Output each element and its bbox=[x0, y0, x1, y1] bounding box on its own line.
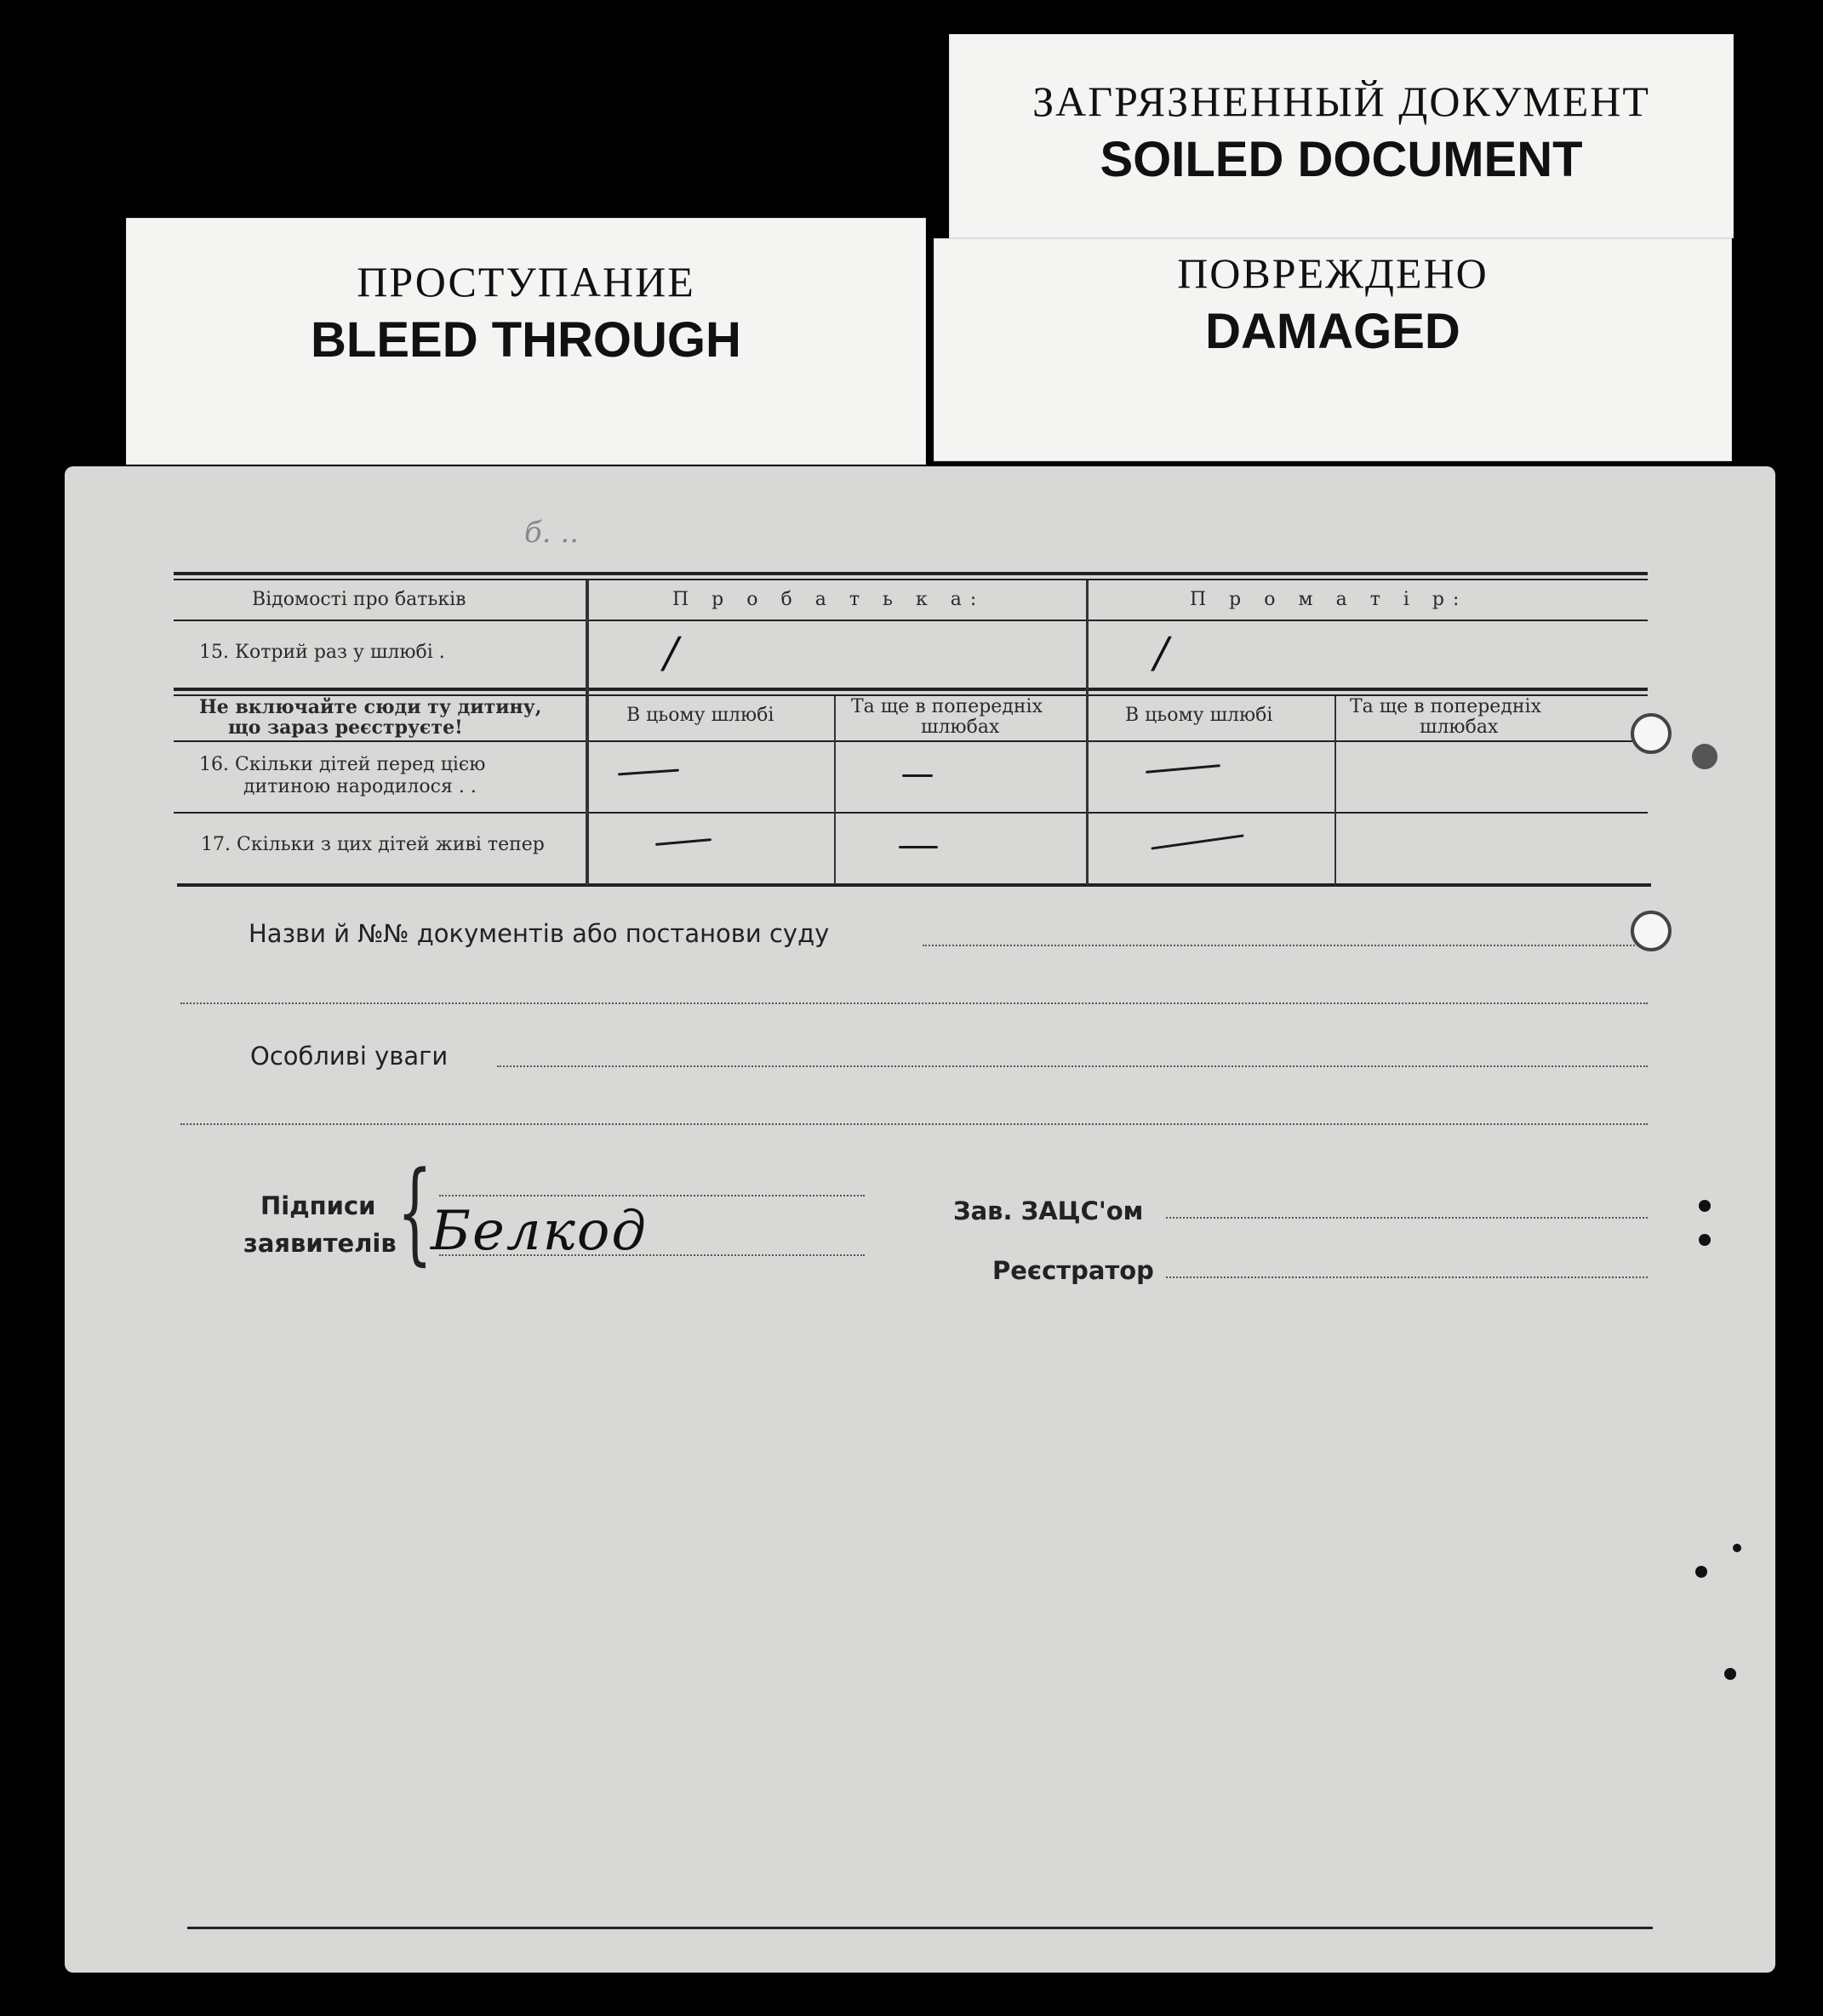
head-label: Зав. ЗАЦС'ом bbox=[953, 1196, 1144, 1225]
row15-mother-value: / bbox=[1154, 628, 1169, 677]
father-previous-2: шлюбах bbox=[921, 717, 1000, 738]
row17-mother-this-dash bbox=[1151, 834, 1243, 849]
table-bottom-rule bbox=[177, 883, 1651, 887]
documents-label: Назви й №№ документів або постанови суду bbox=[249, 919, 830, 948]
father-previous-1: Та ще в попередніх bbox=[851, 696, 1043, 717]
damage-spot-4 bbox=[1695, 1566, 1707, 1578]
bleed-en: BLEED THROUGH bbox=[311, 312, 741, 368]
damaged-flag bbox=[934, 238, 1732, 461]
header-about-father: П р о б а т ь к а: bbox=[672, 589, 986, 610]
subheader-note-1: Не включайте сюди ту дитину, bbox=[199, 696, 542, 718]
documents-line-1[interactable] bbox=[923, 945, 1648, 946]
signature-line-1[interactable] bbox=[439, 1195, 865, 1196]
soiled-document-flag bbox=[949, 34, 1734, 238]
damage-spot-5 bbox=[1733, 1544, 1741, 1552]
col-divider-1 bbox=[586, 580, 589, 885]
bottom-rule bbox=[187, 1927, 1653, 1929]
row16-rule bbox=[174, 812, 1648, 814]
row17-label: 17. Скільки з цих дітей живі тепер bbox=[201, 834, 545, 855]
damaged-en: DAMAGED bbox=[1205, 304, 1460, 359]
registrar-signature-line[interactable] bbox=[1166, 1276, 1648, 1278]
row15-father-value: / bbox=[664, 628, 678, 677]
table-top-rule bbox=[174, 572, 1648, 575]
signatures-label-1: Підписи bbox=[260, 1191, 376, 1220]
header-about-mother: П р о м а т і р: bbox=[1190, 589, 1468, 610]
punch-hole-1 bbox=[1631, 713, 1672, 754]
header-parents-info: Відомості про батьків bbox=[252, 589, 466, 610]
soiled-en: SOILED DOCUMENT bbox=[1100, 132, 1583, 187]
row16-label-1: 16. Скільки дітей перед цією bbox=[199, 754, 486, 775]
documents-line-2[interactable] bbox=[180, 1002, 1648, 1004]
mother-previous-2: шлюбах bbox=[1420, 717, 1499, 738]
signatures-brace: { bbox=[397, 1147, 433, 1276]
bleed-through-flag bbox=[126, 218, 926, 465]
notes-line-1[interactable] bbox=[497, 1065, 1648, 1067]
damage-spot-3 bbox=[1699, 1234, 1711, 1246]
father-this-marriage: В цьому шлюбі bbox=[626, 705, 774, 726]
top-pencil-mark: б. .. bbox=[524, 516, 579, 550]
damaged-ru: ПОВРЕЖДЕНО bbox=[1177, 249, 1489, 297]
row17-father-prev-dash bbox=[899, 846, 938, 848]
mother-previous-1: Та ще в попередніх bbox=[1350, 696, 1541, 717]
row17-father-this-dash bbox=[655, 838, 711, 846]
bleed-ru: ПРОСТУПАНИЕ bbox=[357, 258, 695, 306]
soiled-ru: ЗАГРЯЗНЕННЫЙ ДОКУМЕНТ bbox=[1032, 77, 1650, 125]
header-rule bbox=[174, 620, 1648, 621]
subheader-rule bbox=[174, 740, 1648, 742]
signatures-label-2: заявителів bbox=[243, 1229, 397, 1258]
row16-mother-this-dash bbox=[1146, 764, 1220, 774]
head-signature-line[interactable] bbox=[1166, 1217, 1648, 1219]
mother-this-marriage: В цьому шлюбі bbox=[1125, 705, 1273, 726]
damage-spot-6 bbox=[1724, 1668, 1736, 1680]
row15-label: 15. Котрий раз у шлюбі . bbox=[199, 642, 445, 663]
row16-father-this-dash bbox=[618, 768, 679, 775]
subheader-note-2: що зараз реєструєте! bbox=[228, 717, 463, 739]
col-divider-mother bbox=[1334, 696, 1336, 885]
row16-label-2: дитиною народилося . . bbox=[243, 776, 477, 797]
table-top-rule-2 bbox=[174, 579, 1648, 580]
notes-line-2[interactable] bbox=[180, 1123, 1648, 1125]
damage-spot-2 bbox=[1699, 1200, 1711, 1212]
row15-rule bbox=[174, 688, 1648, 691]
punch-hole-2 bbox=[1631, 911, 1672, 951]
applicant-signature: Белкод bbox=[431, 1200, 648, 1263]
col-divider-mid bbox=[1086, 580, 1089, 885]
col-divider-father bbox=[834, 696, 836, 885]
registrar-label: Реєстратор bbox=[992, 1256, 1154, 1285]
notes-label: Особливі уваги bbox=[250, 1042, 449, 1071]
row16-father-prev-dash bbox=[902, 774, 933, 777]
damage-spot-1 bbox=[1692, 744, 1717, 769]
form-sheet bbox=[65, 466, 1775, 1973]
